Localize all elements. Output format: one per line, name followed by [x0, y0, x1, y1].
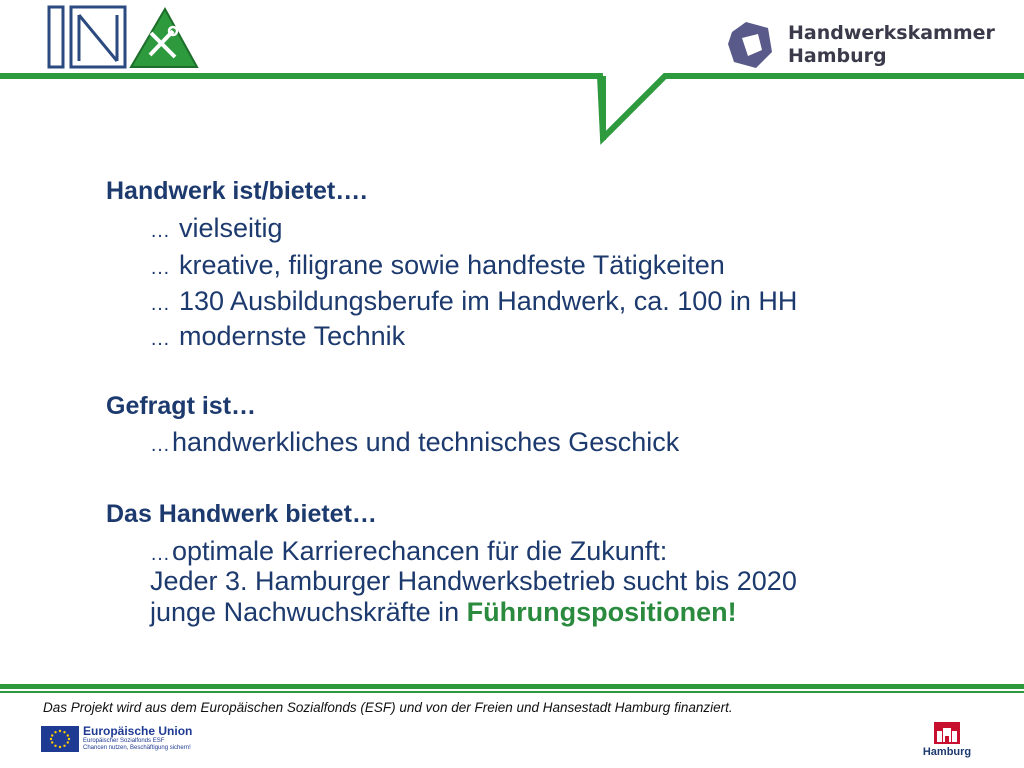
- list-item: …optimale Karrierechancen für die Zukunft:: [150, 536, 668, 566]
- bullet-ellipsis: …: [150, 220, 170, 242]
- bullet-ellipsis: …: [150, 328, 170, 350]
- handwerkskammer-mark-icon: [728, 22, 772, 68]
- section-heading-handwerk: Handwerk ist/bietet….: [106, 177, 368, 205]
- list-item: …handwerkliches und technisches Geschick: [150, 427, 680, 457]
- eu-slogan: Chancen nutzen, Beschäftigung sichern!: [83, 745, 191, 751]
- bullet-ellipsis: …: [150, 434, 170, 456]
- eu-title: Europäische Union: [83, 724, 193, 738]
- list-item: … modernste Technik: [150, 321, 406, 351]
- hamburg-castle-icon: [932, 722, 962, 744]
- ina-logo-icon: [47, 5, 199, 69]
- list-item-continuation: Jeder 3. Hamburger Handwerksbetrieb sucht bis 2020: [150, 566, 797, 596]
- handwerkskammer-logo: [728, 22, 995, 74]
- hamburg-label: Hamburg: [922, 746, 972, 758]
- funding-note: Das Projekt wird aus dem Europäischen Sozialfonds (ESF) und von der Freien und Hansestadt Hamburg finanziert.: [43, 700, 733, 715]
- bullet-ellipsis: …: [150, 257, 170, 279]
- eu-flag-icon: [41, 726, 79, 752]
- highlight-fuehrungspositionen: Führungspositionen!: [466, 597, 737, 627]
- hwk-name-line1: Handwerkskammer: [788, 22, 995, 44]
- bullet-ellipsis: …: [150, 293, 170, 315]
- list-item-continuation: junge Nachwuchskräfte in Führungspositionen!: [150, 597, 737, 627]
- footer-divider-thin: [0, 691, 1024, 693]
- eu-subtitle: Europäischer Sozialfonds ESF: [83, 738, 165, 744]
- section-heading-gefragt: Gefragt ist…: [106, 392, 257, 420]
- bullet-ellipsis: …: [150, 543, 170, 565]
- footer-divider: [0, 684, 1024, 689]
- section-heading-bietet: Das Handwerk bietet…: [106, 500, 377, 528]
- list-item: … vielseitig: [150, 213, 283, 243]
- list-item: … kreative, filigrane sowie handfeste Tätigkeiten: [150, 250, 725, 280]
- tools-badge-icon: [131, 9, 197, 67]
- list-item: … 130 Ausbildungsberufe im Handwerk, ca. 100 in HH: [150, 286, 798, 316]
- hwk-name-line2: Hamburg: [788, 45, 887, 67]
- eu-logo: [41, 725, 211, 753]
- hamburg-logo: [912, 722, 982, 764]
